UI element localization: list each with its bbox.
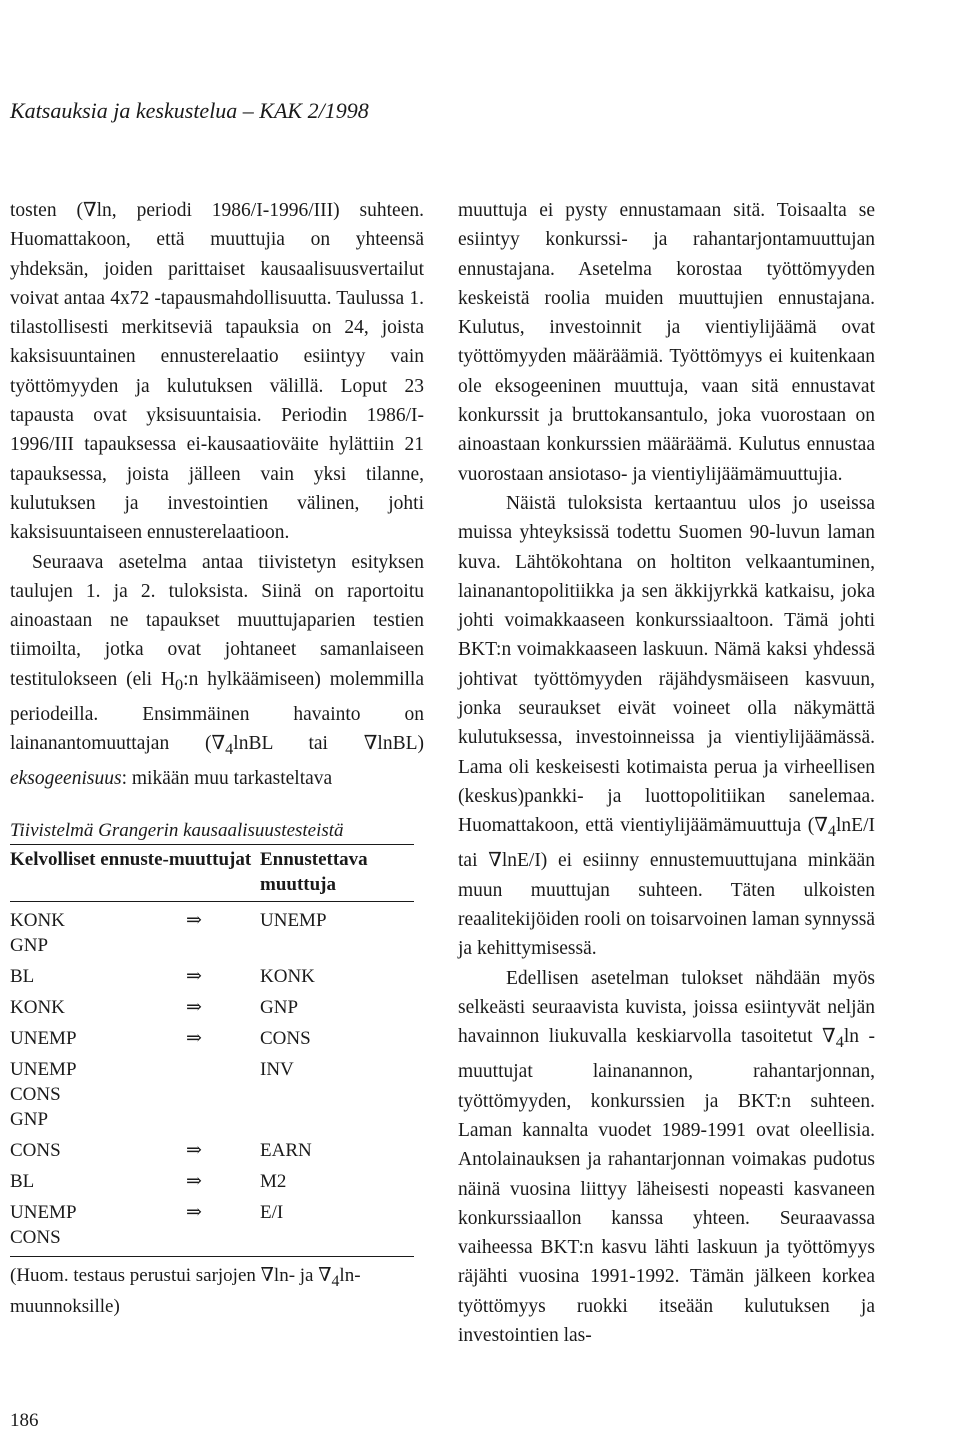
implies-arrow-icon: ⇒ — [186, 910, 202, 931]
note-subscript: 4 — [331, 1272, 340, 1290]
predicted-cell: KONK — [260, 966, 315, 987]
left-p2-text-b: :n hylkäämiseen) molemmilla periodeilla. Ensimmäinen havainto on lainanantomuuttajan (∇ — [10, 668, 425, 755]
table-body — [10, 908, 414, 1250]
left-column — [10, 196, 424, 794]
left-p2-text-c: lnBL tai ∇lnBL) — [233, 733, 424, 755]
predictor-cell: BL — [10, 1171, 35, 1192]
nabla4-subscript: 4 — [225, 740, 234, 759]
predicted-cell: INV — [260, 1059, 294, 1080]
table-row — [10, 1169, 414, 1194]
right-paragraph-1: muuttuja ei pysty ennustamaan sitä. Toisaalta se esiintyy konkurssi- ja rahantarjontamuuttujan ennustajana. Asetelma korostaa työttömyyden keskeistä roolia muiden muuttujien ennustajana. Kulutus, investoinnit ja vientiylijäämä ovat työttömyyden määräämiä. Työttömyys ei kuitenkaan ole eksogeeninen muuttuja, vaan sitä ennustavat konkurssit ja bruttokansantulo, joka vuorostaan on ainoastaan konkurssien määräämä. Kulutus ennustaa vuorostaan ansiotaso- ja vientiylijäämämuuttujia. — [458, 200, 875, 485]
h0-subscript: 0 — [175, 675, 184, 694]
implies-arrow-icon: ⇒ — [186, 1202, 202, 1223]
left-p2-text-a: Seuraava asetelma antaa tiivistetyn esityksen taulujen 1. ja 2. tuloksista. Siinä on raportoitu ainoastaan ne tapaukset muuttujaparien testien tiimoilta, jotka ovat johtaneet samanlaiseen testitulokseen (eli — [10, 551, 424, 690]
predictor-cell: UNEMP CONS GNP — [10, 1059, 77, 1130]
right-p3-text-b: ln -muuttujat lainanannon, rahantarjonnan, työttömyyden, konkurssien ja BKT:n suhteen. Laman kannalta vuodet 1989-1991 ovat oleellisia. Antolainauksen ja rahantarjonnan voimakas pudotus näinä vuosina liittyy läheisesti nopeasti kasvaneen konkurssiaallon kanssa yhteen. Seuraavassa vaiheessa BKT:n kasvu lähti laskuun ja työttömyys räjähti vuosina 1991-1992. Tämän jälkeen korkea työttömyys ruokki itseään kulutuksen ja investointien las- — [458, 1026, 875, 1347]
predictor-cell: KONK GNP — [10, 910, 65, 956]
predicted-cell: CONS — [260, 1028, 311, 1049]
implies-arrow-icon: ⇒ — [186, 1028, 202, 1049]
nabla4-subscript: 4 — [835, 1033, 844, 1052]
implies-arrow-icon: ⇒ — [186, 966, 202, 987]
predictor-cell: UNEMP — [10, 1028, 77, 1049]
left-paragraph-2 — [10, 548, 424, 794]
implies-arrow-icon: ⇒ — [186, 997, 202, 1018]
header-predicted: Ennustettava muuttuja — [260, 849, 368, 895]
table-row — [10, 1200, 414, 1250]
nabla4-subscript: 4 — [827, 822, 836, 841]
table-row — [10, 1057, 414, 1132]
table-row — [10, 995, 414, 1020]
predictor-cell: CONS — [10, 1140, 61, 1161]
predicted-cell: E/I — [260, 1202, 284, 1223]
predictor-cell: BL — [10, 966, 35, 987]
right-p3-text-a: Edellisen asetelman tulokset nähdään myös selkeästi seuraavista kuvista, joissa esiintyvät neljän havainnon liukuvalla keskiarvolla tasoitetut ∇ — [458, 967, 875, 1048]
left-p2-text-d: : mikään muu tarkasteltava — [121, 768, 333, 790]
header-predictors: Kelvolliset ennuste-muuttujat — [10, 849, 252, 870]
granger-summary-table — [10, 820, 414, 1319]
implies-arrow-icon — [186, 1057, 260, 1132]
predicted-cell: UNEMP — [260, 910, 327, 931]
predictor-cell: KONK — [10, 997, 65, 1018]
right-p2-text-a: Näistä tuloksista kertaantuu ulos jo useissa muissa yhteyksissä todettu Suomen 90-luvun laman kuva. Lähtökohtana on holtiton velkaantuminen, lainanantopolitiikka ja sen äkkijyrkkä katkaisu, joka johti voimakkaaseen konkurssiaaltoon. Tämä johti BKT:n voimakkaaseen laskuun. Nämä kaksi yhdessä johtivat työttömyyden räjähdysmäiseen kasvuun, jonka seuraukset eivät voineet olla näkymättä kulutuksessa, investoinneissa ja vientiylijäämässä. Lama oli keskeisesti kotimaista perua ja virheellisen (keskus)pankki- ja luottopolitiikan sanelemaa. Huomattakoon, että vientiylijäämämuuttuja (∇ — [458, 492, 875, 837]
predictor-cell: UNEMP CONS — [10, 1202, 77, 1248]
right-p2-text-b: lnE/I tai ∇lnE/I) ei esiinny ennustemuuttujana minkään muun muuttujan suhteen. Täten ulkoisten reaalitekijöiden rooli on toisarvoinen laman synnyssä ja kehittymisessä. — [458, 815, 875, 960]
predicted-cell: GNP — [260, 997, 299, 1018]
predicted-cell: M2 — [260, 1171, 287, 1192]
note-text-b: ln-muunnoksille) — [10, 1265, 361, 1317]
page-number: 186 — [10, 1410, 39, 1431]
table-note — [10, 1263, 414, 1319]
implies-arrow-icon: ⇒ — [186, 1171, 202, 1192]
table-row — [10, 908, 414, 958]
table-row — [10, 1026, 414, 1051]
table-row — [10, 1138, 414, 1163]
left-paragraph-1: tosten (∇ln, periodi 1986/I-1996/III) suhteen. Huomattakoon, että muuttujia on yhteensä yhdeksän, joiden parittaiset kausaalisuusvertailut voivat antaa 4x72 -tapausmahdollisuutta. Taulussa 1. tilastollisesti merkitseviä tapauksia on 24, joista kaksisuuntainen ennusterelaatio esiintyy vain työttömyyden ja kulutuksen välillä. Loput 23 tapausta ovat yksisuuntaisia. Periodin 1986/I-1996/III tapauksessa ei-kausaatioväite hylättiin 21 tapauksessa, joista jälleen vain yksi tilanne, kulutuksen ja investointien välinen, johti kaksisuuntaiseen ennusterelaatioon. — [10, 200, 424, 544]
h0-symbol: H — [160, 668, 176, 690]
right-paragraph-3 — [458, 964, 875, 1351]
running-header: Katsauksia ja keskustelua – KAK 2/1998 — [10, 98, 369, 123]
implies-arrow-icon: ⇒ — [186, 1140, 202, 1161]
table-row — [10, 964, 414, 989]
exogeneity-term: eksogeenisuus — [10, 768, 122, 790]
note-text-a: (Huom. testaus perustui sarjojen ∇ln- ja ∇ — [10, 1265, 332, 1286]
table-bottom-rule — [10, 1256, 414, 1257]
table-header — [10, 845, 414, 901]
table-header-rule — [10, 901, 414, 902]
predicted-cell: EARN — [260, 1140, 312, 1161]
right-column — [458, 196, 875, 1350]
table-title: Tiivistelmä Grangerin kausaalisuustesteistä — [10, 820, 344, 841]
right-paragraph-2 — [458, 489, 875, 964]
